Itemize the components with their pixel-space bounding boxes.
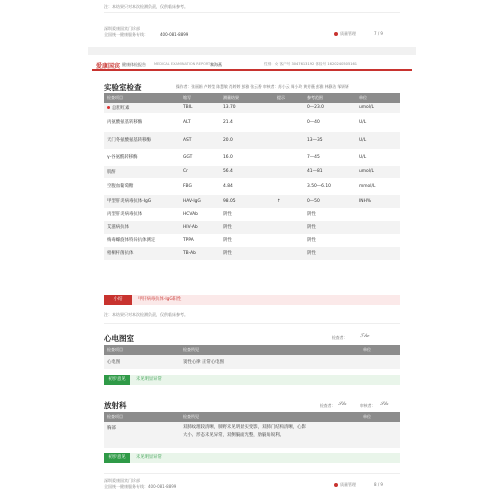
radiology-summary-label: 初步意见 [104, 453, 130, 463]
lab-item-unit: U/L [356, 149, 400, 165]
radiology-checker-signature: 𝒮𝓁𝒶 [338, 401, 347, 407]
lab-item-result: 4.84 [220, 178, 274, 194]
lab-item-flag [274, 165, 304, 178]
lab-section-title: 实验室检查 [104, 83, 142, 92]
report-page-7 [92, 0, 412, 47]
lab-item-abbr: GGT [180, 149, 220, 165]
ecg-header-row [104, 345, 400, 355]
table-row [104, 234, 400, 246]
lab-item-name: 肌酐 [104, 165, 180, 178]
table-row [104, 165, 400, 178]
summary-label: 小结 [104, 295, 132, 305]
brand-logo: 爱康国宾 [96, 63, 121, 70]
lab-item-unit [356, 246, 400, 260]
radiology-reviewer-label: 审核者： [360, 403, 376, 408]
footer-page-number: 8 / 9 [374, 482, 383, 487]
lab-note: 注：本结果只对本次检测负责，仅供临床参考。 [104, 312, 188, 317]
lab-item-name: 艾滋病抗体 [104, 220, 180, 234]
radiology-section-title: 放射科 [104, 401, 127, 410]
divider [104, 323, 400, 324]
page-gap [88, 47, 416, 55]
lab-item-ref: 阴性 [304, 246, 356, 260]
lab-operators: 操作者：张丽娟 卢婷莹 陈慧敏 肖婷婷 彭雅 张云香 审核者：苏小云 周小玲 黄芳薇 彭雅 林静洁 邹妍妍 [176, 84, 349, 89]
highlight-dot-icon [107, 106, 110, 109]
radiology-finding [180, 422, 360, 448]
patient-name: 黎海燕 [210, 62, 222, 67]
lab-item-ref: 阴性 [304, 208, 356, 220]
report-page-8 [92, 55, 412, 500]
col-unit: 单位 [356, 93, 400, 103]
table-row [104, 422, 400, 448]
lab-item-abbr: HCVAb [180, 208, 220, 220]
table-row [104, 113, 400, 131]
radiology-table [104, 412, 400, 449]
lab-item-result: 56.4 [220, 165, 274, 178]
lab-item-unit: umol/L [356, 165, 400, 178]
lab-item-flag [274, 113, 304, 131]
footer-company: 深圳爱康国宾门诊部 [104, 478, 140, 483]
lab-item-name: 天门冬氨酸氨基转移酶 [104, 131, 180, 149]
lab-item-unit: umol/L [356, 103, 400, 113]
lab-item-ref: 0—50 [304, 194, 356, 208]
lab-item-result: 阴性 [220, 234, 274, 246]
lab-item-ref: 阴性 [304, 220, 356, 234]
lab-item-ref: 阴性 [304, 234, 356, 246]
col-item: 检查项目 [104, 345, 180, 355]
lab-item-unit: mmol/L [356, 178, 400, 194]
lab-item-abbr: AST [180, 131, 220, 149]
col-result: 测量结果 [220, 93, 274, 103]
table-row [104, 355, 400, 369]
ecg-item: 心电图 [104, 355, 180, 369]
lab-item-unit [356, 234, 400, 246]
table-row [104, 149, 400, 165]
lab-item-abbr: HIV-Ab [180, 220, 220, 234]
lab-item-abbr: FBG [180, 178, 220, 194]
col-unit: 单位 [360, 345, 400, 355]
lab-item-unit [356, 220, 400, 234]
lab-header-row [104, 93, 400, 103]
report-header [92, 61, 412, 71]
lab-item-abbr: ALT [180, 113, 220, 131]
table-row [104, 220, 400, 234]
lab-item-abbr: TPPA [180, 234, 220, 246]
company-name: 深圳爱康国宾门诊部 [104, 26, 140, 31]
radiology-header-row [104, 412, 400, 422]
lab-item-ref: 13—35 [304, 131, 356, 149]
divider [104, 473, 400, 474]
lab-item-result: 阴性 [220, 220, 274, 234]
lab-item-flag [274, 208, 304, 220]
lab-item-name: 梧桐杆菌抗体 [104, 246, 180, 260]
lab-item-name: 甲型肝炎病毒抗体-IgG [104, 194, 180, 208]
ecg-unit [360, 355, 400, 369]
radiology-finding-line-1: 双肺纹理较清晰，肺野未见明显实变影，双肺门结构清晰，心影 [183, 425, 306, 430]
lab-item-ref: 7—45 [304, 149, 356, 165]
col-ref: 参考范围 [304, 93, 356, 103]
ecg-summary-label: 初步意见 [104, 375, 130, 385]
lab-item-flag [274, 246, 304, 260]
hotline-number: 400-081-8899 [160, 32, 189, 37]
lab-item-result: 阴性 [220, 208, 274, 220]
lab-item-unit: INH% [356, 194, 400, 208]
col-abbr: 缩写 [180, 93, 220, 103]
lab-item-name: 总胆红素 [104, 103, 180, 113]
col-flag: 提示 [274, 93, 304, 103]
summary-text: 甲肝病毒抗体-IgG阳性 [138, 297, 182, 302]
lab-item-ref: 41—81 [304, 165, 356, 178]
lab-results-table [104, 93, 400, 261]
radiology-summary-text: 未见明显异常 [136, 455, 162, 460]
col-unit: 单位 [360, 412, 400, 422]
lab-item-name: 丙氨酸氨基转移酶 [104, 113, 180, 131]
lab-item-flag [274, 234, 304, 246]
lab-item-result: 20.0 [220, 131, 274, 149]
footer-hotline: 全国统一健康服务专线：400-081-8899 [104, 484, 177, 489]
page-number: 7 / 9 [374, 31, 383, 36]
radiology-item: 胸部 [104, 422, 180, 448]
lab-item-name: 梅毒螺旋体特异抗体测定 [104, 234, 180, 246]
lab-item-unit: U/L [356, 113, 400, 131]
radiology-unit [360, 422, 400, 448]
ecg-checker-label: 检查者： [332, 335, 348, 340]
lab-item-name: γ-谷氨酰转移酶 [104, 149, 180, 165]
ecg-table [104, 345, 400, 370]
lab-item-ref: 0—40 [304, 113, 356, 131]
lab-item-result: 98.05 [220, 194, 274, 208]
ecg-signature: ℱ𝓁𝓌 [360, 333, 370, 339]
lab-item-flag [274, 149, 304, 165]
table-row [104, 208, 400, 220]
lab-item-unit: U/L [356, 131, 400, 149]
quality-badge: 质量管理 [334, 31, 356, 37]
col-item: 检查项目 [104, 93, 180, 103]
col-item: 检查项目 [104, 412, 180, 422]
radiology-checker-label: 检查者： [320, 403, 336, 408]
col-finding: 检查所见 [180, 412, 360, 422]
lab-item-name: 丙型肝炎病毒抗体 [104, 208, 180, 220]
table-row [104, 194, 400, 208]
lab-item-name: 空腹血葡萄糖 [104, 178, 180, 194]
lab-item-flag [274, 103, 304, 113]
lab-item-flag [274, 220, 304, 234]
lab-item-result: 阴性 [220, 246, 274, 260]
quality-seal-icon [334, 483, 338, 487]
report-title: 健康体检报告 [122, 62, 146, 67]
quality-seal-icon [334, 32, 338, 36]
col-finding: 检查所见 [180, 345, 360, 355]
result-note: 注：本结果只对本次检测负责，仅供临床参考。 [104, 4, 188, 9]
table-row [104, 103, 400, 113]
footer-quality-badge: 质量管理 [334, 482, 356, 488]
ecg-finding: 窦性心律 正常心电图 [180, 355, 360, 369]
table-row [104, 178, 400, 194]
ecg-summary [104, 375, 400, 385]
lab-item-unit [356, 208, 400, 220]
lab-item-result: 21.4 [220, 113, 274, 131]
lab-item-abbr: TBIL [180, 103, 220, 113]
table-row [104, 246, 400, 260]
report-title-en: MEDICAL EXAMINATION REPORT [154, 62, 211, 66]
radiology-reviewer-signature: 𝒮𝓁𝒶 [380, 401, 389, 407]
patient-meta: 性别：女 客户号 3047613192 体检号 1620240505161 [264, 62, 358, 66]
lab-item-abbr: HAV-IgG [180, 194, 220, 208]
lab-summary [104, 295, 400, 305]
lab-item-abbr: TB-Ab [180, 246, 220, 260]
lab-item-flag [274, 131, 304, 149]
radiology-finding-line-2: 大小、形态未见异常，双侧膈面光整，肋膈角锐利。 [183, 433, 284, 438]
radiology-summary [104, 453, 400, 463]
lab-item-flag: ↑ [274, 194, 304, 208]
lab-item-ref: 0—23.0 [304, 103, 356, 113]
lab-item-abbr: Cr [180, 165, 220, 178]
hotline-label: 全国统一健康服务专线： [104, 32, 148, 37]
divider [104, 12, 400, 13]
table-row [104, 131, 400, 149]
lab-item-result: 13.70 [220, 103, 274, 113]
lab-item-ref: 3.50—6.10 [304, 178, 356, 194]
ecg-summary-text: 未见明显异常 [136, 377, 162, 382]
ecg-section-title: 心电图室 [104, 334, 134, 343]
lab-item-flag [274, 178, 304, 194]
lab-item-result: 16.0 [220, 149, 274, 165]
